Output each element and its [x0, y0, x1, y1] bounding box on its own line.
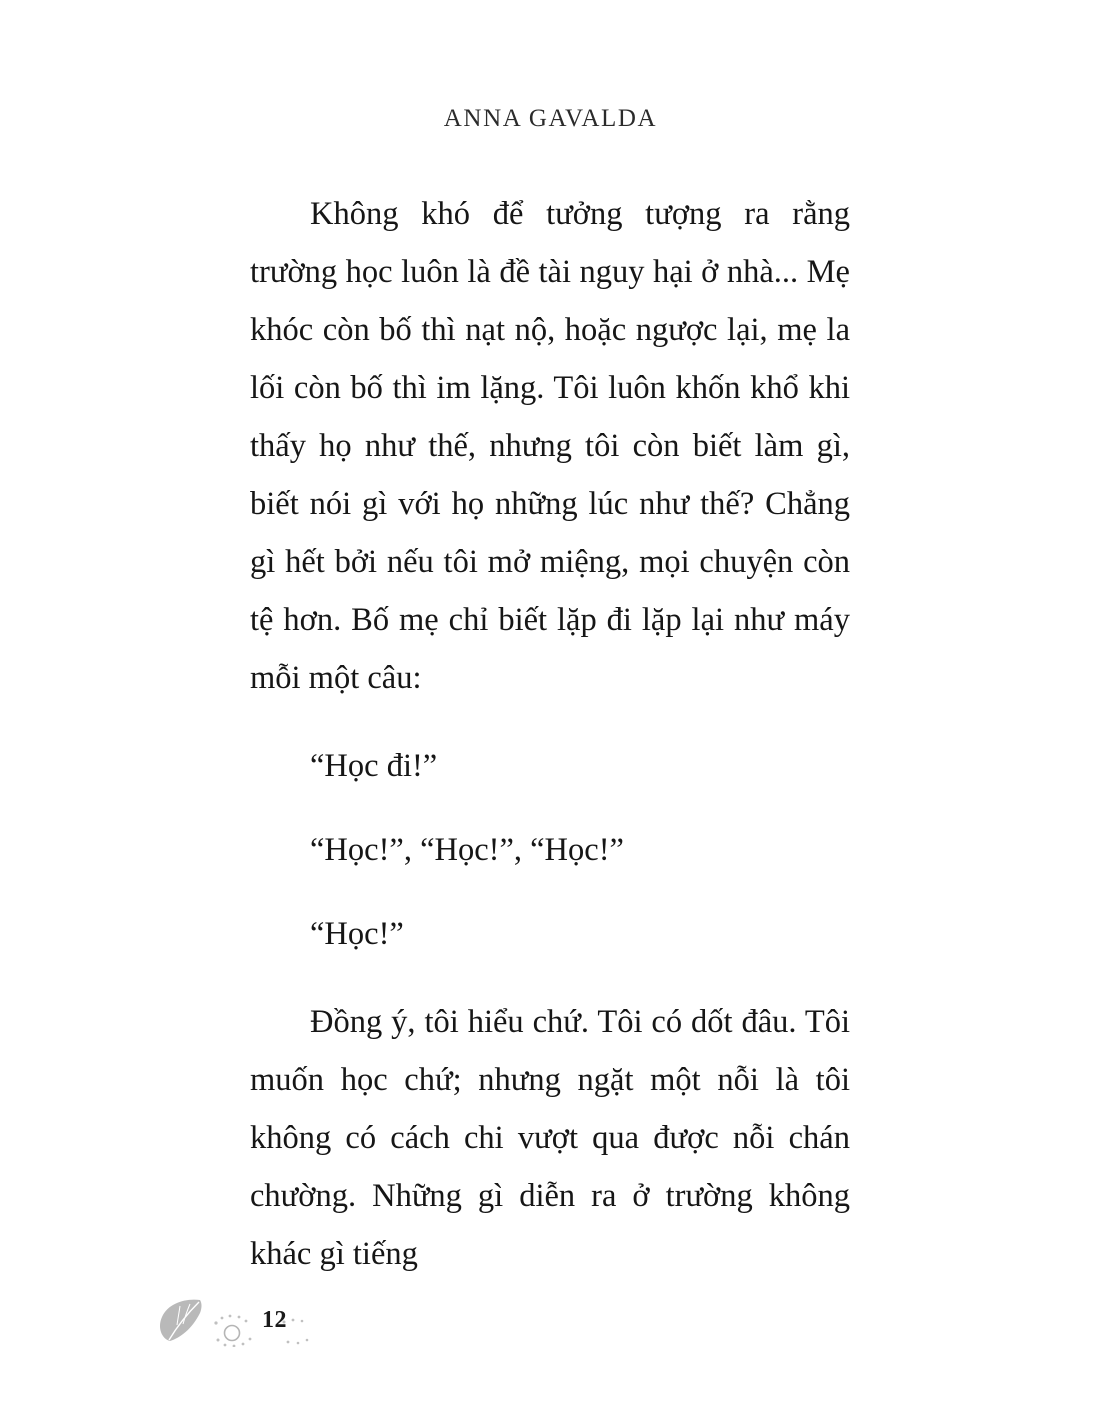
running-head-author: ANNA GAVALDA	[443, 105, 658, 132]
page-body-text	[250, 185, 850, 1283]
dialogue-line-2: “Học!”, “Học!”, “Học!”	[310, 832, 624, 868]
paragraph-1: Không khó để tưởng tượng ra rằng trường học luôn là đề tài nguy hại ở nhà... Mẹ khóc còn bố thì nạt nộ, hoặc ngược lại, mẹ la lối còn bố thì im lặng. Tôi luôn khốn khổ khi thấy họ như thế, nhưng tôi còn biết làm gì, biết nói gì với họ những lúc như thế? Chẳng gì hết bởi nếu tôi mở miệng, mọi chuyện còn tệ hơn. Bố mẹ chỉ biết lặp đi lặp lại như máy mỗi một câu:	[250, 196, 850, 696]
page-number: 12	[262, 1307, 287, 1333]
dialogue-line-1: “Học đi!”	[310, 748, 438, 784]
page-footer	[150, 1297, 450, 1357]
paragraph-2: Đồng ý, tôi hiểu chứ. Tôi có dốt đâu. Tôi muốn học chứ; nhưng ngặt một nỗi là tôi không có cách chi vượt qua được nỗi chán chường. Những gì diễn ra ở trường không khác gì tiếng	[250, 1004, 850, 1272]
dialogue-line-3: “Học!”	[310, 916, 404, 952]
dotted-flourish-icon	[210, 1313, 370, 1347]
leaf-icon	[156, 1297, 204, 1343]
